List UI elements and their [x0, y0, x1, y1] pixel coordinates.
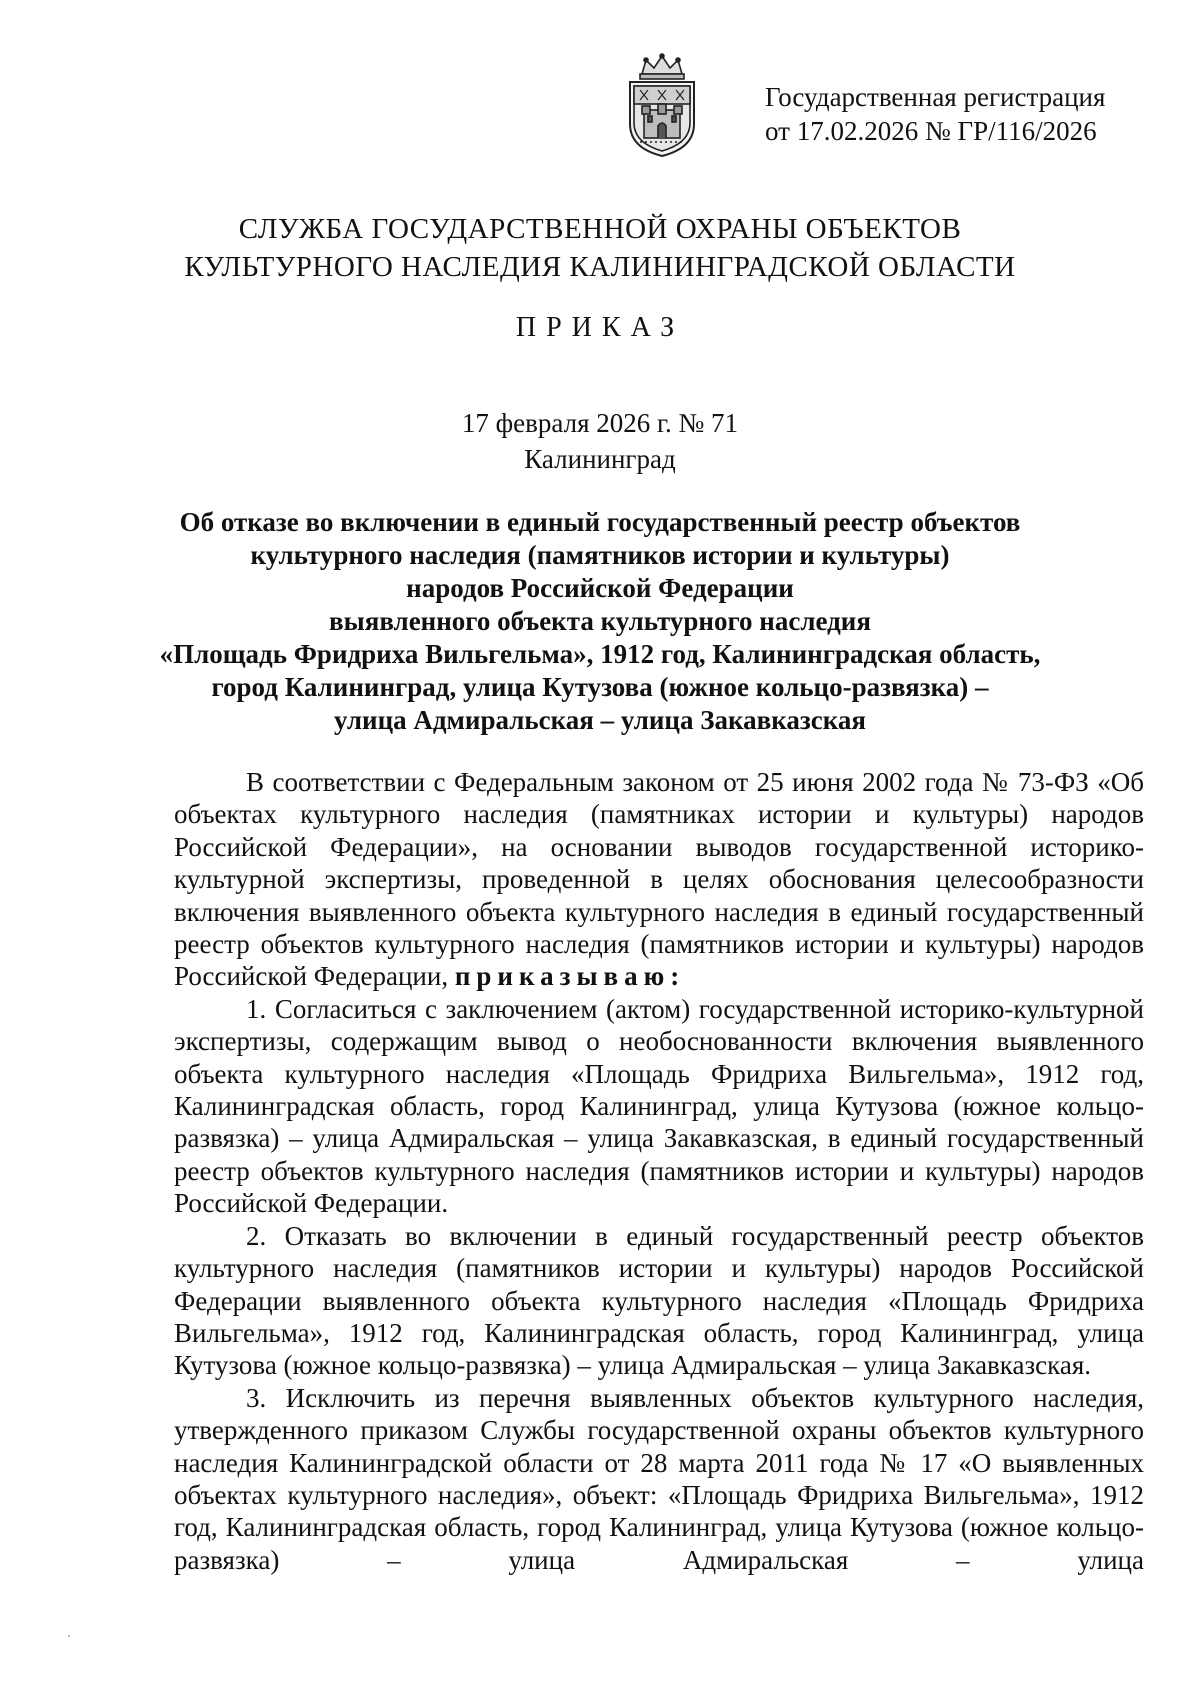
- subject-line-3: народов Российской Федерации: [406, 573, 794, 603]
- order-date-number: [100, 405, 1100, 477]
- kaliningrad-coat-of-arms-icon: [620, 52, 704, 160]
- item-text: Согласиться с заключением (актом) государственной историко-культурной экспертизы, содержащим вывод о необоснованности включения выявленного объекта культурного наследия «Площадь Фридриха Вильгельма», 1912 год, Калининградская область, город Калининград, улица Кутузова (южное кольцо-развязка) – улица Адмиральская – улица Закавказская, в единый государственный реестр объектов культурного наследия (памятников истории и культуры) народов Российской Федерации.: [174, 993, 1144, 1219]
- subject-line-6: город Калининград, улица Кутузова (южное кольцо-развязка) –: [211, 672, 989, 702]
- subject-line-2: культурного наследия (памятников истории и культуры): [250, 540, 950, 570]
- preamble-text: В соответствии с Федеральным законом от 25 июня 2002 года № 73-ФЗ «Об объектах культурного наследия (памятниках истории и культуры) народов Российской Федерации», на основании выводов государственной историко-культурной экспертизы, проведенной в целях обоснования целесообразности включения выявленного объекта культурного наследия в единый государственный реестр объектов культурного наследия (памятников истории и культуры) народов Российской Федерации,: [174, 767, 1144, 992]
- order-item-1: [174, 993, 1144, 1220]
- item-text: Отказать во включении в единый государственный реестр объектов культурного наследия (памятников истории и культуры) народов Российской Федерации выявленного объекта культурного наследия «Площадь Фридриха Вильгельма», 1912 год, Калининградская область, город Калининград, улица Кутузова (южное кольцо-развязка) – улица Адмиральская – улица Закавказская.: [174, 1220, 1144, 1381]
- order-body: [174, 766, 1144, 1576]
- order-date: 17 февраля 2026 г. № 71: [461, 408, 739, 438]
- registration-line-1: Государственная регистрация: [765, 82, 1106, 112]
- issuing-agency: [100, 210, 1100, 286]
- agency-line-1: СЛУЖБА ГОСУДАРСТВЕННОЙ ОХРАНЫ ОБЪЕКТОВ: [238, 213, 962, 245]
- subject-line-1: Об отказе во включении в единый государственный реестр объектов: [179, 507, 1021, 537]
- item-number: 1.: [246, 993, 267, 1024]
- preamble-paragraph: [174, 766, 1144, 993]
- item-number: 3.: [246, 1382, 267, 1413]
- scan-speck: [68, 1635, 70, 1637]
- order-item-3: [174, 1382, 1144, 1576]
- subject-line-5: «Площадь Фридриха Вильгельма», 1912 год, Калининградская область,: [159, 639, 1041, 669]
- state-registration-stamp: [765, 80, 1165, 148]
- order-city: Калининград: [524, 444, 676, 474]
- item-text: Исключить из перечня выявленных объектов культурного наследия, утвержденного приказом Службы государственной охраны объектов культурного наследия Калининградской области от 28 марта 2011 года № 17 «О выявленных объектах культурного наследия», объект: «Площадь Фридриха Вильгельма», 1912 год, Калининградская область, город Калининград, улица Кутузова (южное кольцо-развязка) – улица Адмиральская – улица: [174, 1382, 1144, 1575]
- document-type: ПРИКАЗ: [515, 312, 685, 343]
- order-word: приказываю:: [454, 961, 686, 992]
- registration-line-2: от 17.02.2026 № ГР/116/2026: [765, 116, 1097, 146]
- item-number: 2.: [246, 1220, 267, 1251]
- subject-line-4: выявленного объекта культурного наследия: [329, 606, 871, 636]
- order-subject: [150, 506, 1050, 737]
- order-item-2: [174, 1220, 1144, 1382]
- agency-line-2: КУЛЬТУРНОГО НАСЛЕДИЯ КАЛИНИНГРАДСКОЙ ОБЛАСТИ: [184, 251, 1016, 283]
- subject-line-7: улица Адмиральская – улица Закавказская: [334, 705, 866, 735]
